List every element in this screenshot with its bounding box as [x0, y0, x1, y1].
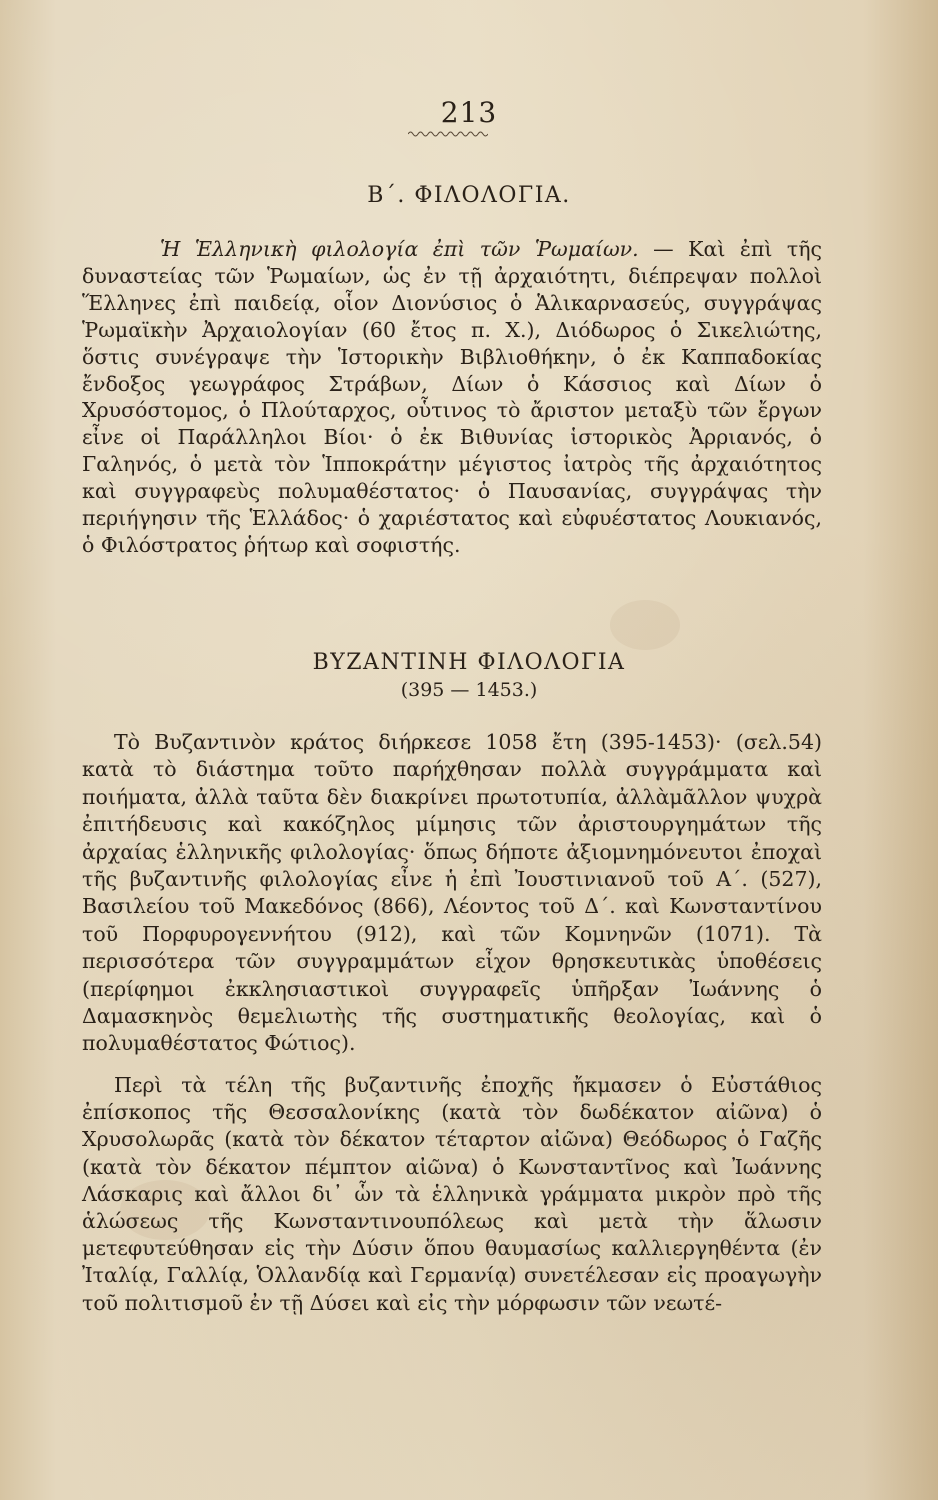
paper-stain [610, 600, 680, 650]
section-title: Β΄. ΦΙΛΟΛΟΓΙΑ. [367, 183, 571, 208]
paragraph-body: — Καὶ ἐπὶ τῆς δυναστείας τῶν Ῥωμαίων, ὡς ἐν τῇ ἀρχαιότητι, διέπρεψαν πολλοὶ Ἕλληνες ἐπὶ παιδείᾳ, οἷον Διονύσιος ὁ Ἁλικαρνασεύς, συγγράψας Ῥωμαϊκὴν Ἀρχαιολογίαν (60 ἔτος π. Χ.), Διόδωρος ὁ Σικελιώτης, ὅστις συνέγραψε τὴν Ἱστορικὴν Βιβλιοθήκην, ὁ ἐκ Καππαδοκίας ἔνδοξος γεωγράφος Στράβων, Δίων ὁ Κάσσιος καὶ Δίων ὁ Χρυσόστομος, ὁ Πλούταρχος, οὗτινος τὸ ἄριστον μεταξὺ τῶν ἔργων εἶνε οἱ Παράλληλοι Βίοι· ὁ ἐκ Βιθυνίας ἱστορικὸς Ἀρριανός, ὁ Γαληνός, ὁ μετὰ τὸν Ἱπποκράτην μέγιστος ἰατρὸς τῆς ἀρχαιότητος καὶ συγγραφεὺς πολυμαθέστατος· ὁ Παυσανίας, συγγράψας τὴν περιήγησιν τῆς Ἑλλάδος· ὁ χαριέστατος καὶ εὐφυέστατος Λουκιανός, ὁ Φιλόστρατος ῥήτωρ καὶ σοφιστής. [82, 237, 822, 557]
paragraph-lead-heading: Ἡ Ἑλληνικὴ φιλολογία ἐπὶ τῶν Ῥωμαίων. [160, 237, 639, 261]
paragraph-body: Περὶ τὰ τέλη τῆς βυζαντινῆς ἐποχῆς ἤκμασεν ὁ Εὐστάθιος ἐπίσκοπος τῆς Θεσσαλονίκης (κατὰ τὸν δωδέκατον αἰῶνα) ὁ Χρυσολωρᾶς (κατὰ τὸν δέκατον τέταρτον αἰῶνα) Θεόδωρος ὁ Γαζῆς (κατὰ τὸν δέκατον πέμπτον αἰῶνα) ὁ Κωνσταντῖνος καὶ Ἰωάννης Λάσκαρις καὶ ἄλλοι δι᾽ ὧν τὰ ἑλληνικὰ γράμματα μικρὸν πρὸ τῆς ἁλώσεως τῆς Κωνσταντινουπόλεως καὶ μετὰ τὴν ἅλωσιν μετεφυτεύθησαν εἰς τὴν Δύσιν ὅπου θαυμασίως καλλιεργηθέντα (ἐν Ἰταλίᾳ, Γαλλίᾳ, Ὁλλανδίᾳ καὶ Γερμανίᾳ) συνετέλεσαν εἰς προαγωγὴν τοῦ πολιτισμοῦ ἐν τῇ Δύσει καὶ εἰς τὴν μόρφωσιν τῶν νεωτέ- [82, 1073, 822, 1315]
page-number: 213 [440, 96, 498, 129]
paragraph-body: Τὸ Βυζαντινὸν κράτος διήρκεσε 1058 ἔτη (395-1453)· (σελ.54) κατὰ τὸ διάστημα τοῦτο παρήχθησαν πολλὰ συγγράμματα καὶ ποιήματα, ἀλλὰ ταῦτα δὲν διακρίνει πρωτοτυπία, ἀλλὰμᾶλλον ψυχρὰ ἐπιτήδευσις καὶ κακόζηλος μίμησις τῶν ἀριστουργημάτων τῆς ἀρχαίας ἑλληνικῆς φιλολογίας· ὅπως δήποτε ἀξιομνημόνευτοι ἐποχαὶ τῆς βυζαντινῆς φιλολογίας εἶνε ἡ ἐπὶ Ἰουστινιανοῦ τοῦ Α΄. (527), Βασιλείου τοῦ Μακεδόνος (866), Λέοντος τοῦ Δ΄. καὶ Κωνσταντίνου τοῦ Πορφυρογεννήτου (912), καὶ τῶν Κομνηνῶν (1071). Τὰ περισσότερα τῶν συγγραμμάτων εἶχον θρησκευτικὰς ὑποθέσεις (περίφημοι ἐκκλησιαστικοὶ συγγραφεῖς ὑπῆρξαν Ἰωάννης ὁ Δαμασκηνὸς θεμελιωτὴς τῆς συστηματικῆς θεολογίας, καὶ ὁ πολυμαθέστατος Φώτιος). [82, 730, 822, 1056]
byzantine-heading: ΒΥΖΑΝΤΙΝΗ ΦΙΛΟΛΟΓΙΑ [312, 650, 626, 675]
paragraph-late-byzantine [82, 1072, 822, 1317]
paragraph-roman-era [82, 236, 822, 559]
decorative-wave-rule [408, 130, 488, 138]
paragraph-byzantine-state [82, 729, 822, 1058]
byzantine-dates: (395 — 1453.) [400, 679, 538, 701]
